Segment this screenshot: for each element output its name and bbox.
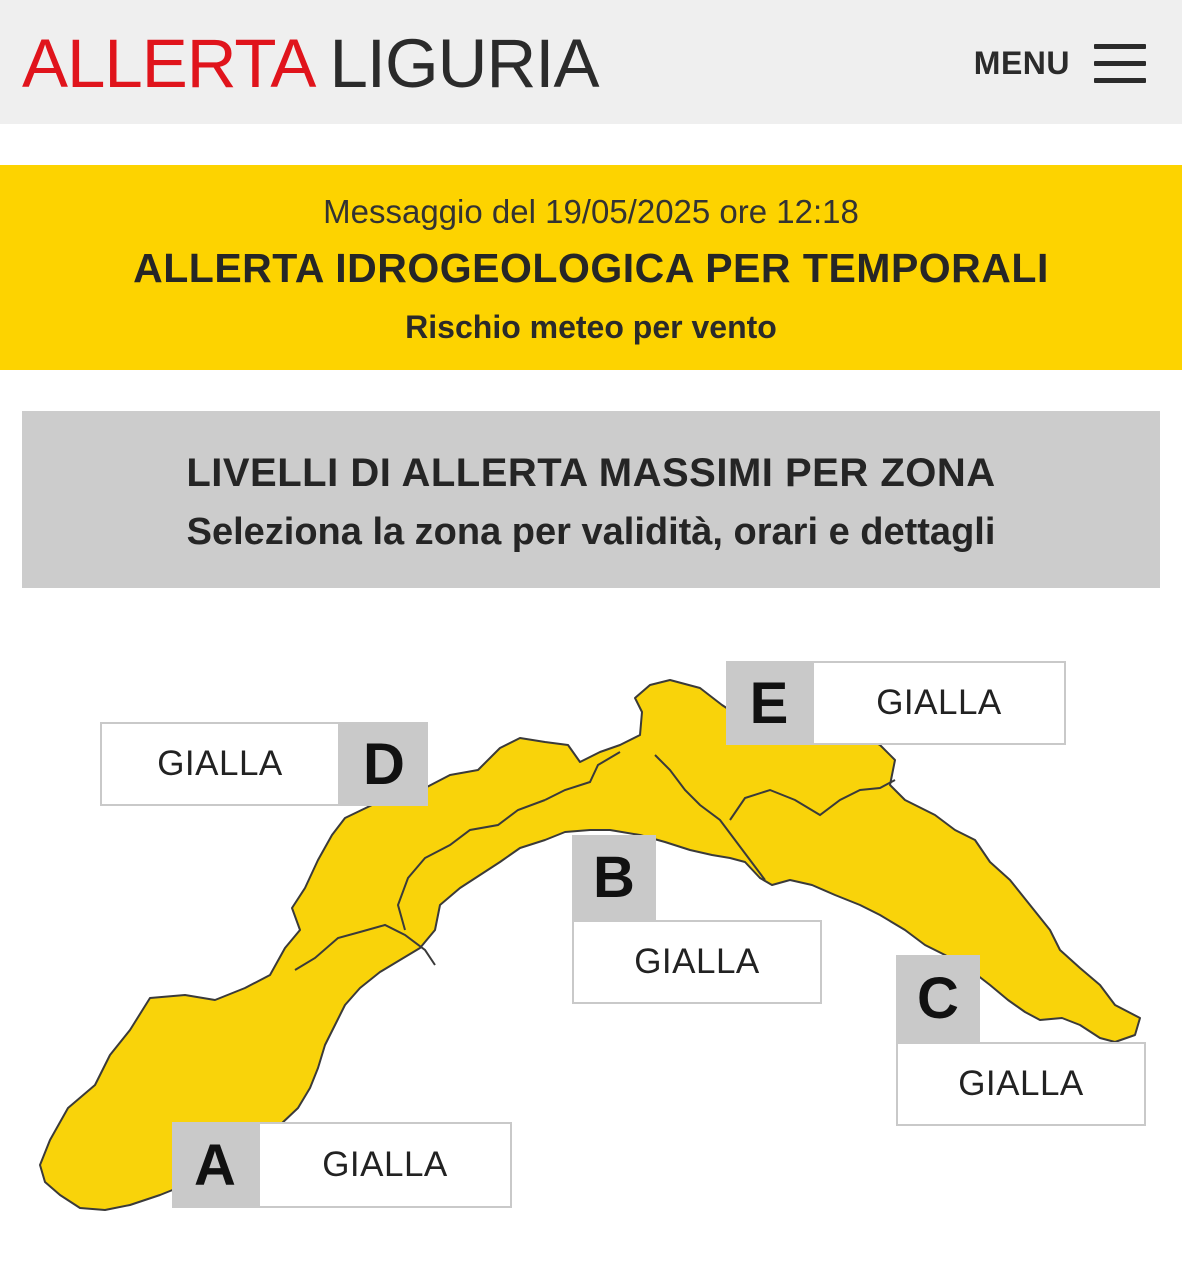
zone-a-level: GIALLA	[258, 1122, 512, 1208]
zone-d[interactable]	[100, 722, 428, 806]
allerta-liguria-logo[interactable]	[22, 24, 599, 104]
alert-banner	[0, 165, 1182, 370]
menu-button[interactable]	[974, 38, 1146, 88]
zone-b-level: GIALLA	[572, 920, 822, 1004]
alert-subtitle: Rischio meteo per vento	[405, 309, 777, 345]
zone-b[interactable]	[572, 835, 822, 1004]
alert-title: ALLERTA IDROGEOLOGICA PER TEMPORALI	[133, 245, 1049, 291]
zone-a-letter: A	[172, 1122, 258, 1208]
hamburger-icon	[1094, 42, 1146, 84]
levels-panel	[22, 411, 1160, 588]
menu-label: MENU	[973, 44, 1070, 81]
zone-d-level: GIALLA	[100, 722, 340, 806]
zone-c-letter: C	[896, 955, 980, 1042]
zone-b-letter: B	[572, 835, 656, 920]
zone-e-level: GIALLA	[812, 661, 1066, 745]
logo-liguria: LIGURIA	[329, 25, 599, 102]
message-date: Messaggio del 19/05/2025 ore 12:18	[323, 193, 859, 230]
zone-a[interactable]	[172, 1122, 512, 1208]
zone-e[interactable]	[726, 661, 1066, 745]
zone-e-letter: E	[726, 661, 812, 745]
zone-c-level: GIALLA	[896, 1042, 1146, 1126]
levels-title: LIVELLI DI ALLERTA MASSIMI PER ZONA	[186, 451, 996, 495]
zone-d-letter: D	[340, 722, 428, 806]
zone-c[interactable]	[896, 955, 1146, 1126]
app-header	[0, 0, 1182, 124]
logo-allerta: ALLERTA	[22, 25, 316, 102]
levels-subtitle: Seleziona la zona per validità, orari e dettagli	[186, 511, 996, 553]
